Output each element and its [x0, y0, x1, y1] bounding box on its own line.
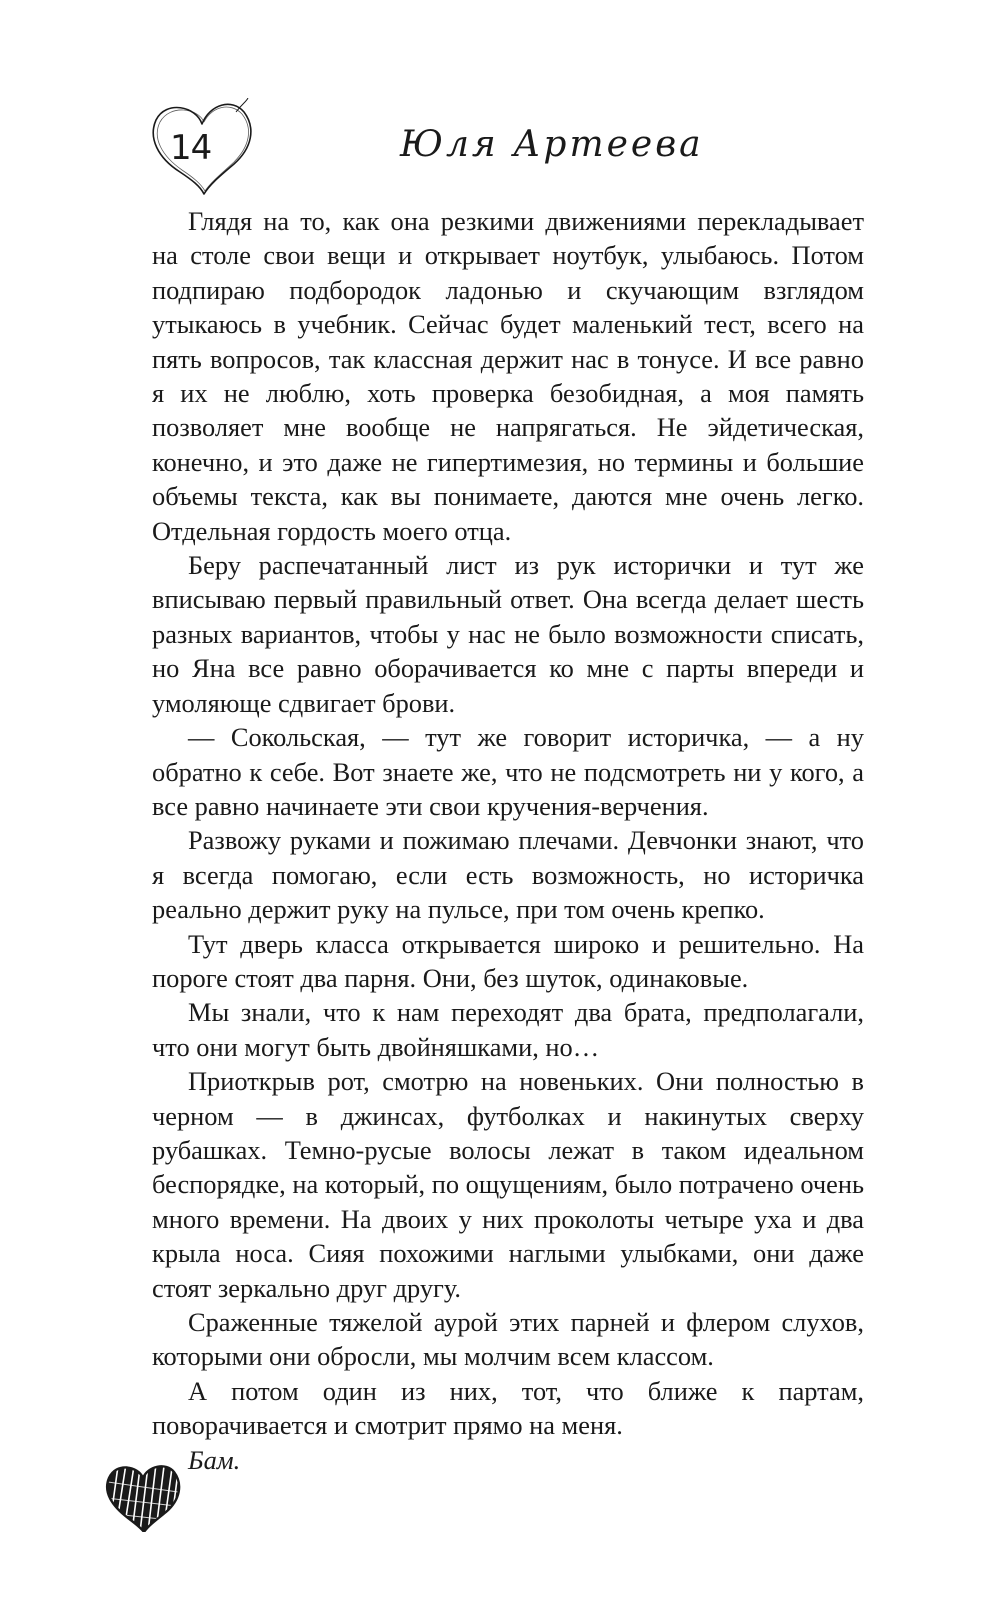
paragraph: Развожу руками и пожимаю плечами. Девчонки знают, что я всегда помогаю, если есть возможность, но историчка реально держит руку на пульсе, при том очень крепко.: [152, 825, 864, 925]
body-text: [152, 204, 864, 1477]
page-number: 14: [170, 128, 212, 168]
heart-scribble-icon: [104, 1462, 182, 1532]
paragraph: Беру распечатанный лист из рук исторички и тут же вписываю первый правильный ответ. Она всегда делает шесть разных вариантов, чтобы у нас не было возможности списать, но Яна все равно оборачивается ко мне с парты впереди и умоляюще сдвигает брови.: [152, 550, 864, 718]
paragraph-italic: Бам.: [188, 1444, 241, 1475]
paragraph: А потом один из них, тот, что ближе к партам, поворачивается и смотрит прямо на меня.: [152, 1375, 864, 1441]
paragraph: — Сокольская, — тут же говорит историчка, — а ну обратно к себе. Вот знаете же, что не подсмотреть ни у кого, а все равно начинаете эти свои кручения-верчения.: [152, 722, 864, 821]
page-header: [0, 0, 1000, 200]
paragraph: Мы знали, что к нам переходят два брата, предполагали, что они могут быть двойняшками, но…: [152, 997, 864, 1062]
paragraph: Глядя на то, как она резкими движениями перекладывает на столе свои вещи и открывает ноутбук, улыбаюсь. Потом подпираю подбородок ладонью и скучающим взглядом утыкаюсь в учебник. Сейчас будет маленький тест, всего на пять вопросов, так классная держит нас в тонусе. И все равно я их не люблю, хоть проверка безобидная, а моя память позволяет мне вообще не напрягаться. Не эйдетическая, конечно, и это даже не гипертимезия, но термины и большие объемы текста, как вы понимаете, даются мне очень легко. Отдельная гордость моего отца.: [152, 206, 864, 546]
paragraph: Тут дверь класса открывается широко и решительно. На пороге стоят два парня. Они, без шуток, одинаковые.: [152, 928, 864, 993]
paragraph: Сраженные тяжелой аурой этих парней и флером слухов, которыми они обросли, мы молчим всем классом.: [152, 1307, 864, 1372]
running-title: Юля Артеева: [400, 124, 704, 165]
paragraph: Приоткрыв рот, смотрю на новеньких. Они полностью в черном — в джинсах, футболках и накинутых сверху рубашках. Темно-русые волосы лежат в таком идеальном беспорядке, на который, по ощущениям, было потрачено очень много времени. На двоих у них проколоты четыре уха и два крыла носа. Сияя похожими наглыми улыбками, они даже стоят зеркально друг другу.: [152, 1066, 865, 1303]
